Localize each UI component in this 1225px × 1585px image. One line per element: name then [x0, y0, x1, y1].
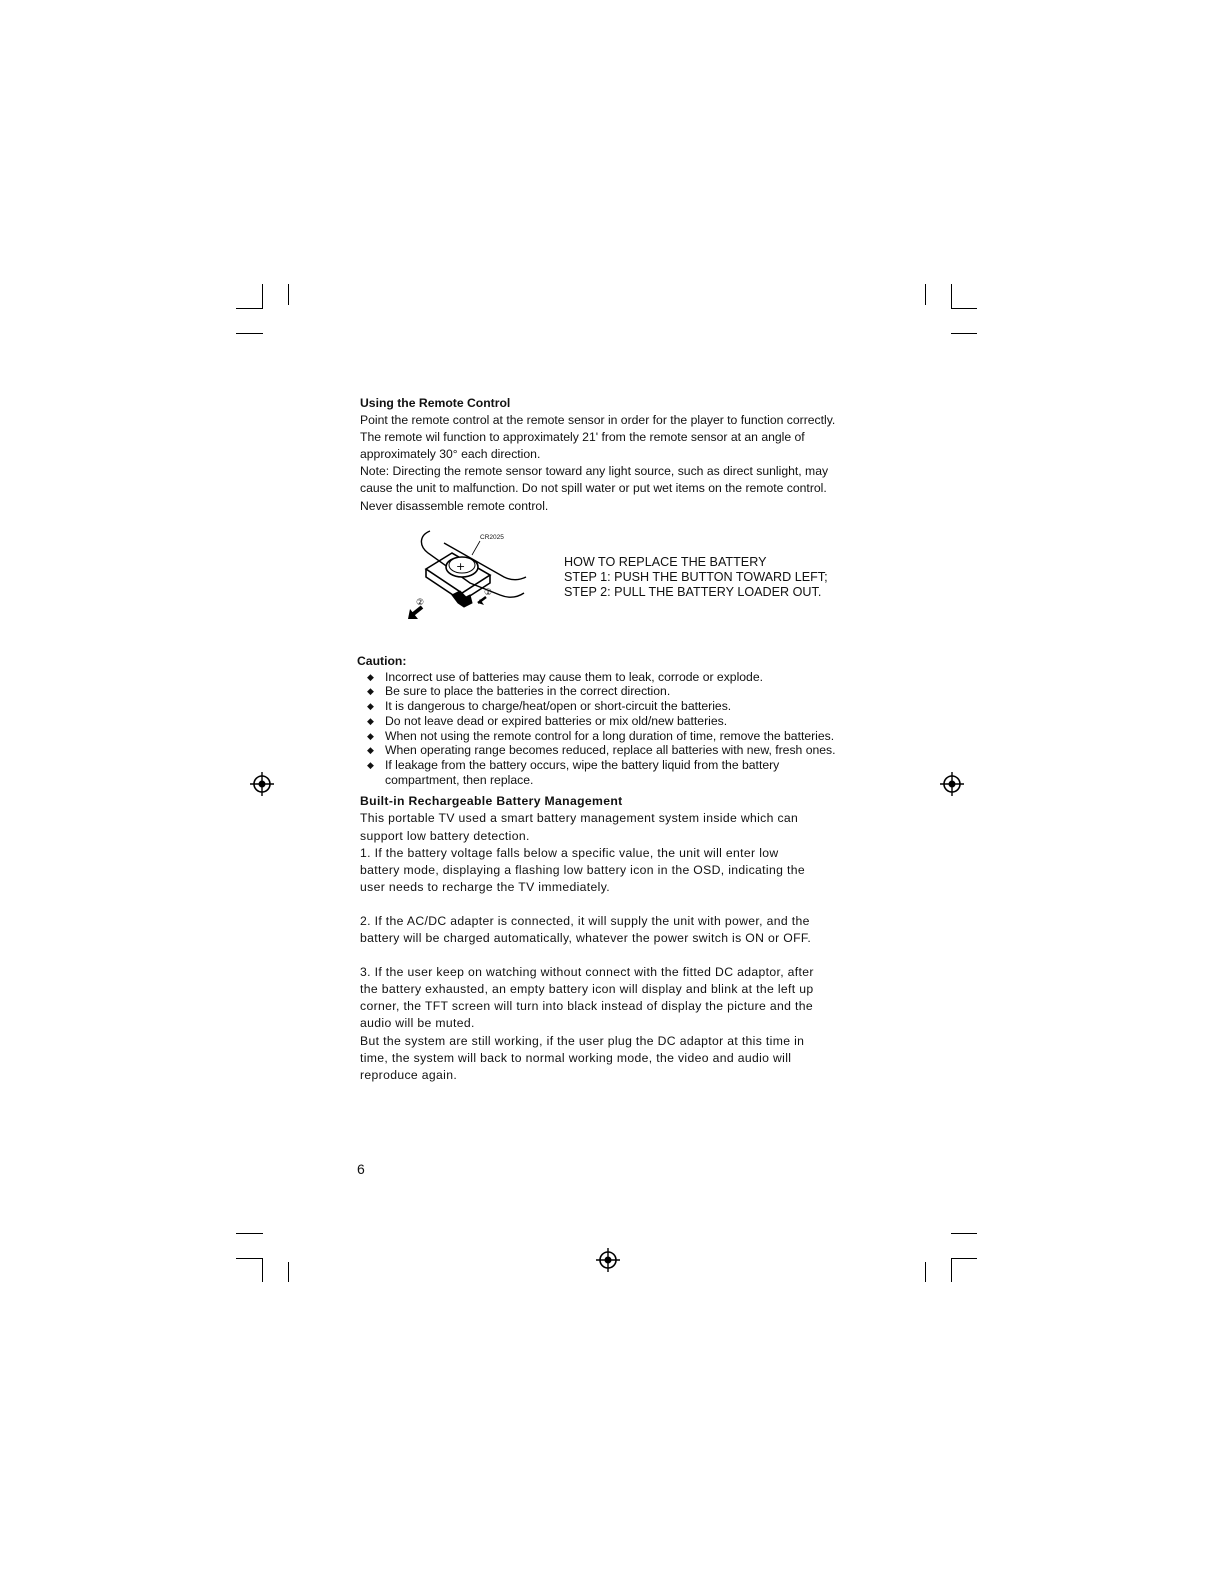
crop-mark: [951, 1233, 977, 1234]
body-line: support low battery detection.: [360, 828, 530, 843]
crop-mark: [951, 333, 977, 334]
steps-title: HOW TO REPLACE THE BATTERY: [564, 554, 767, 569]
crop-mark: [951, 1258, 977, 1259]
step-2-text: STEP 2: PULL THE BATTERY LOADER OUT.: [564, 584, 822, 599]
svg-text:+: +: [456, 559, 466, 573]
battery-label: CR2025: [480, 533, 504, 541]
step-1-marker: ①: [484, 586, 493, 597]
list-item: ◆ Incorrect use of batteries may cause them to leak, corrode or explode.: [367, 669, 764, 684]
body-line: user needs to recharge the TV immediately.: [360, 879, 610, 894]
body-line: cause the unit to malfunction. Do not spill water or put wet items on the remote control.: [360, 481, 827, 496]
body-line: This portable TV used a smart battery management system inside which can: [360, 811, 799, 826]
page-content: [357, 395, 880, 1084]
body-line: 1. If the battery voltage falls below a specific value, the unit will enter low: [360, 845, 779, 860]
diamond-bullet-icon: ◆: [367, 701, 374, 712]
registration-mark-icon: [939, 771, 965, 797]
crop-mark: [262, 1258, 263, 1282]
body-line: Never disassemble remote control.: [360, 498, 549, 513]
section-heading: Using the Remote Control: [360, 396, 511, 410]
list-item: ◆ When not using the remote control for a long duration of time, remove the batteries.: [367, 728, 835, 743]
body-line: But the system are still working, if the user plug the DC adaptor at this time in: [360, 1033, 805, 1048]
list-item: ◆ Do not leave dead or expired batteries or mix old/new batteries.: [367, 713, 728, 728]
crop-mark: [236, 308, 263, 309]
body-line: The remote wil function to approximately 21' from the remote sensor at an angle of: [360, 430, 805, 445]
body-line: 3. If the user keep on watching without connect with the fitted DC adaptor, after: [360, 965, 814, 980]
crop-mark: [925, 284, 926, 305]
body-line: approximately 30° each direction.: [360, 447, 541, 462]
crop-mark: [951, 1258, 952, 1282]
battery-replacement-figure: [360, 523, 880, 653]
registration-mark-icon: [249, 771, 275, 797]
caution-heading: Caution:: [357, 653, 407, 668]
body-line: battery will be charged automatically, whatever the power switch is ON or OFF.: [360, 931, 812, 946]
diamond-bullet-icon: ◆: [367, 671, 374, 682]
battery-steps: [564, 555, 828, 600]
body-line: battery mode, displaying a flashing low battery icon in the OSD, indicating the: [360, 862, 805, 877]
crop-mark: [951, 284, 952, 309]
diamond-bullet-icon: ◆: [367, 730, 374, 741]
body-line: the battery exhausted, an empty battery icon will display and blink at the left up: [360, 982, 814, 997]
crop-mark: [236, 1233, 263, 1234]
list-item: ◆ It is dangerous to charge/heat/open or short-circuit the batteries.: [367, 699, 732, 714]
diamond-bullet-icon: ◆: [367, 715, 374, 726]
registration-mark-icon: [595, 1247, 621, 1273]
crop-mark: [925, 1262, 926, 1282]
body-line: Note: Directing the remote sensor toward any light source, such as direct sunlight, may: [360, 464, 829, 479]
diamond-bullet-icon: ◆: [367, 745, 374, 756]
crop-mark: [236, 1258, 263, 1259]
crop-mark: [288, 1262, 289, 1282]
body-line: Point the remote control at the remote sensor in order for the player to function correctly.: [360, 413, 836, 428]
section-heading: Built-in Rechargeable Battery Management: [360, 794, 623, 809]
crop-mark: [262, 284, 263, 309]
body-line: 2. If the AC/DC adapter is connected, it will supply the unit with power, and the: [360, 913, 810, 928]
crop-mark: [951, 308, 977, 309]
page-number: 6: [357, 1161, 365, 1177]
body-line: corner, the TFT screen will turn into black instead of display the picture and the: [360, 999, 814, 1014]
list-item-continuation: compartment, then replace.: [385, 772, 534, 787]
list-item: ◆ If leakage from the battery occurs, wipe the battery liquid from the battery: [367, 757, 780, 772]
crop-mark: [288, 284, 289, 305]
diamond-bullet-icon: ◆: [367, 759, 374, 770]
body-line: time, the system will back to normal working mode, the video and audio will: [360, 1050, 792, 1065]
list-item: ◆ When operating range becomes reduced, replace all batteries with new, fresh ones.: [367, 743, 836, 758]
body-line: audio will be muted.: [360, 1016, 475, 1031]
remote-battery-tray-icon: [400, 525, 540, 635]
body-line: reproduce again.: [360, 1067, 458, 1082]
battery-management-section: [360, 793, 880, 1083]
step-2-marker: ②: [416, 596, 425, 607]
step-1-text: STEP 1: PUSH THE BUTTON TOWARD LEFT;: [564, 569, 828, 584]
list-item: ◆ Be sure to place the batteries in the correct direction.: [367, 684, 671, 699]
caution-list: [360, 670, 880, 788]
diamond-bullet-icon: ◆: [367, 686, 374, 697]
crop-mark: [236, 333, 263, 334]
